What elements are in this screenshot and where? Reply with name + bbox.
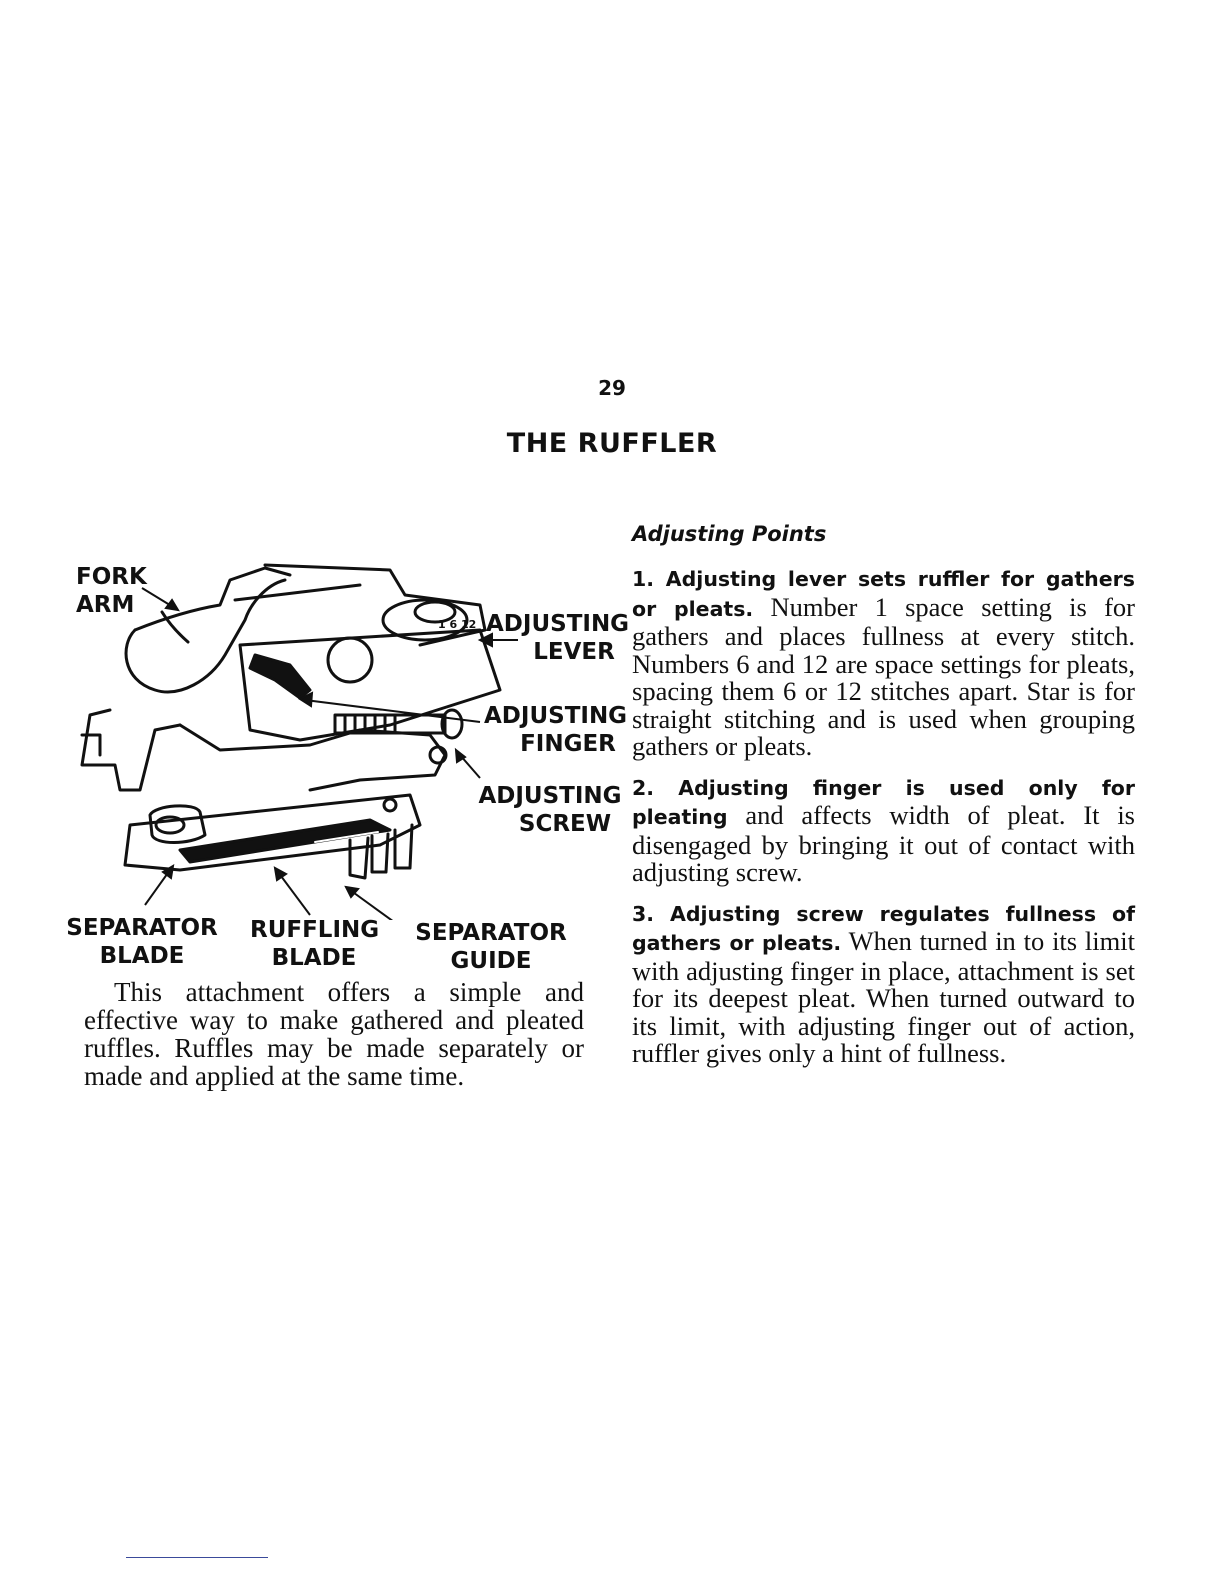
label-separator-blade-line1: SEPARATOR <box>66 915 218 941</box>
intro-paragraph <box>84 978 584 1090</box>
adjusting-point-3-body: When turned in to its limit with adjusting finger in place, attachment is set for its deepest pleat. When turned outward to its limit, with adjusting finger out of action, ruffler gives only a hint of fullness. <box>632 926 1135 1068</box>
label-adjusting-screw-line1: ADJUSTING <box>478 783 622 809</box>
label-fork-arm <box>76 563 147 619</box>
label-separator-guide <box>410 919 572 975</box>
section-heading: Adjusting Points <box>632 522 827 546</box>
label-fork-arm-line1: FORK <box>76 564 147 590</box>
label-adjusting-lever <box>486 610 630 666</box>
adjusting-points-section <box>632 522 1135 1080</box>
adjusting-point-2-lead: 2. Adjusting finger is used only for pleating <box>632 775 1135 829</box>
label-fork-arm-line2: ARM <box>76 592 135 618</box>
adjusting-point-3 <box>632 899 1135 1068</box>
label-ruffling-blade-line1: RUFFLING <box>250 917 380 943</box>
adjusting-point-2-body: and affects width of pleat. It is disengaged by bringing it out of contact with adjusting screw. <box>632 800 1135 887</box>
label-separator-guide-line2: GUIDE <box>450 948 532 974</box>
page-title: THE RUFFLER <box>506 428 718 459</box>
label-separator-blade <box>62 914 222 970</box>
label-ruffling-blade-line2: BLADE <box>271 945 357 971</box>
label-ruffling-blade <box>250 916 378 972</box>
label-adjusting-screw <box>478 782 622 838</box>
adjusting-point-1-body: Number 1 space setting is for gathers and places fullness at every stitch. Numbers 6 and 12 are space settings for pleats, spacing them 6 or 12 stitches apart. Star is for straight stitching and is used when grouping gathers or pleats. <box>632 591 1135 761</box>
label-adjusting-finger-line1: ADJUSTING <box>484 703 628 729</box>
adjusting-point-3-lead: 3. Adjusting screw regulates fullness of gathers or pleats. <box>632 901 1135 955</box>
footer-rule <box>126 1557 268 1558</box>
label-adjusting-lever-line2: LEVER <box>533 639 615 665</box>
adjusting-point-2 <box>632 773 1135 887</box>
intro-text: This attachment offers a simple and effective way to make gathered and pleated ruffles. Ruffles may be made separately or made and applied at the same time. <box>84 977 584 1091</box>
label-separator-blade-line2: BLADE <box>99 943 185 969</box>
label-adjusting-finger <box>484 702 626 758</box>
label-adjusting-lever-line1: ADJUSTING <box>486 611 630 637</box>
adjusting-point-1-lead: 1. Adjusting lever sets ruffler for gathers or pleats. <box>632 567 1135 621</box>
dial-marks: 1 6 12 <box>438 618 477 631</box>
label-separator-guide-line1: SEPARATOR <box>415 920 567 946</box>
label-adjusting-finger-line2: FINGER <box>520 731 616 757</box>
adjusting-point-1 <box>632 564 1135 761</box>
page-number: 29 <box>598 376 626 400</box>
label-adjusting-screw-line2: SCREW <box>518 811 612 837</box>
